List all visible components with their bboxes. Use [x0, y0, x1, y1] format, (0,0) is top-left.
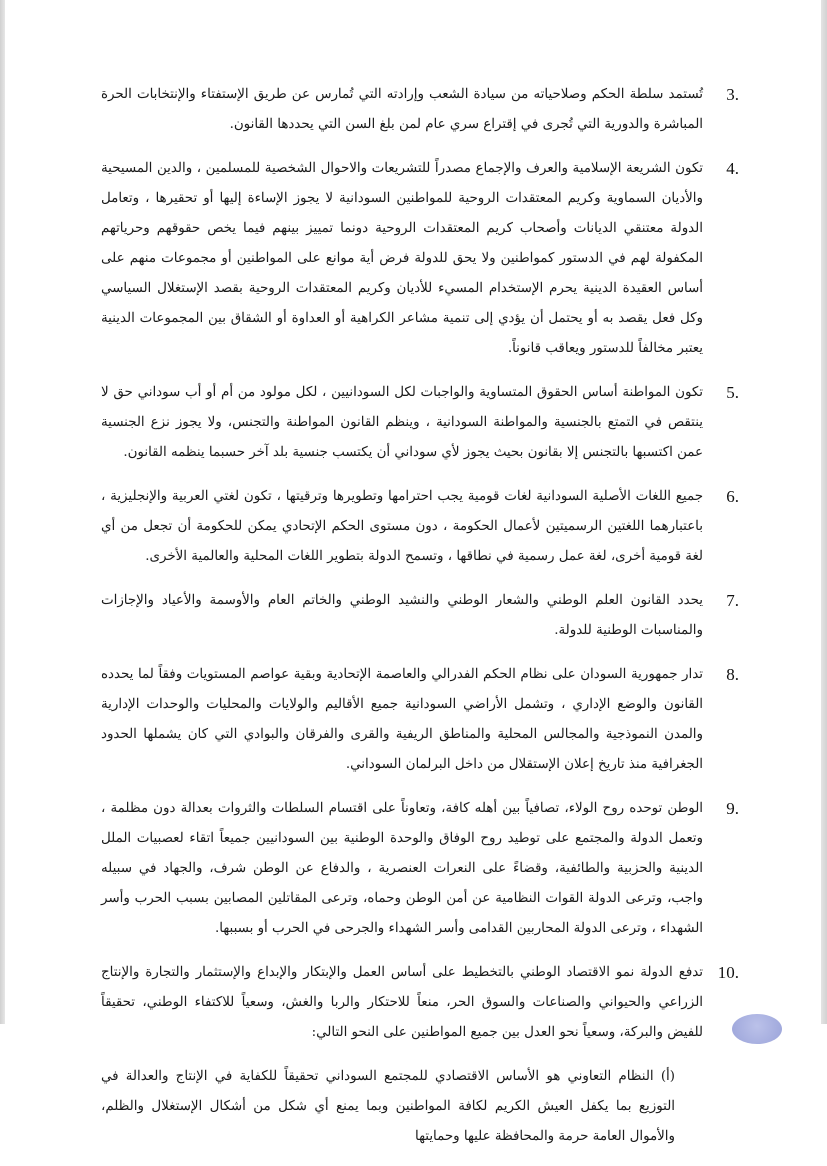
article-number: 3.: [726, 85, 739, 104]
floating-action-button[interactable]: [732, 1014, 782, 1044]
article-8: [101, 660, 739, 780]
article-number: 4.: [726, 159, 739, 178]
article-10: [101, 958, 739, 1152]
article-number: 8.: [726, 665, 739, 684]
article-text: الوطن توحده روح الولاء، تصافياً بين أهله كافة، وتعاوناً على اقتسام السلطات والثروات بعدالة دون مظلمة ، وتعمل الدولة والمجتمع على توطيد روح الوفاق والوحدة الوطنية بين السودانيين جميعاً اتقاء لعصبيات الملل الدينية والحزبية والطائفية، وقضاءً على النعرات العنصرية ، والدفاع عن الوطن شرف، والجهاد في سبيله واجب، وترعى الدولة القوات النظامية عن أمن الوطن وحماه، وترعى المقاتلين المصابين بسبب الحرب وأسر الشهداء ، وترعى الدولة المحاربين القدامى وأسر الشهداء والجرحى في الحرب أو بسببها.: [101, 801, 703, 936]
page-left-edge: [0, 0, 5, 1024]
sub-clause-label: (أ): [660, 1069, 675, 1084]
article-text: تكون المواطنة أساس الحقوق المتساوية والواجبات لكل السودانيين ، لكل مولود من أم أو أب سوداني حق لا ينتقص في التمتع بالجنسية والمواطنة السودانية ، وينظم القانون المواطنة والتجنس، ولا يجوز نزع الجنسية عمن اكتسبها بالتجنس إلا بقانون بحيث يجوز لأي سوداني أن يكتسب جنسية بلد آخر حسبما ينظمه القانون.: [101, 385, 703, 460]
article-text: تدفع الدولة نمو الاقتصاد الوطني بالتخطيط على أساس العمل والإبتكار والإبداع والإستثمار والتجارة والإنتاج الزراعي والحيواني والصناعات والسوق الحر، منعاً للاحتكار والربا والغش، وسعياً للاكتفاء الوطني، تحقيقاً للفيض والبركة، وسعياً نحو العدل بين جميع المواطنين على النحو التالي:: [101, 965, 703, 1040]
article-text: تكون الشريعة الإسلامية والعرف والإجماع مصدراً للتشريعات والاحوال الشخصية للمسلمين ، والدين المسيحية والأديان السماوية وكريم المعتقدات الروحية للمواطنين السودانية لا يجوز الإساءة إليها أو تحقيرها ، وتعامل الدولة معتنقي الديانات وأصحاب كريم المعتقدات الروحية دونما تمييز بينهم فيما يخص حقوقهم وحرياتهم المكفولة لهم في الدستور كمواطنين ولا يحق للدولة فرض أية موانع على المواطنين أو مجموعات منهم على أساس العقيدة الدينية يحرم الإستخدام المسيء للأديان وكريم المعتقدات الروحية بقصد الإستغلال السياسي وكل فعل يقصد به أو يحتمل أن يؤدي إلى تنمية مشاعر الكراهية أو العداوة أو الشقاق بين المجموعات الدينية يعتبر مخالفاً للدستور ويعاقب قانوناً.: [101, 161, 703, 356]
sub-clause-text: النظام التعاوني هو الأساس الاقتصادي للمجتمع السوداني تحقيقاً للكفاية في الإنتاج والعدالة في التوزيع بما يكفل العيش الكريم لكافة المواطنين وبما يمنع أي شكل من أشكال الإستغلال والظلم، والأموال العامة حرمة والمحافظة عليها وحمايتها: [101, 1069, 675, 1144]
article-9: [101, 794, 739, 944]
article-5: [101, 378, 739, 468]
article-text: تُستمد سلطة الحكم وصلاحياته من سيادة الشعب وإرادته التي تُمارس عن طريق الإستفتاء والإنتخابات الحرة المباشرة والدورية التي تُجرى في إقتراع سري عام لمن بلغ السن التي يحددها القانون.: [101, 87, 703, 132]
article-number: 7.: [726, 591, 739, 610]
scrollbar-track[interactable]: [821, 0, 827, 1024]
article-6: [101, 482, 739, 572]
article-3: [101, 80, 739, 140]
article-text: تدار جمهورية السودان على نظام الحكم الفدرالي والعاصمة الإتحادية وبقية عواصم المستويات وفقاً لما يحدده القانون والوضع الإداري ، وتشمل الأراضي السودانية جميع الأقاليم والولايات والمحليات والوحدات الإدارية والمدن النموذجية والمجالس المحلية والمناطق الريفية والقرى والفرقان والبوادي التي كان يشملها الحدود الجغرافية منذ تاريخ إعلان الإستقلال من داخل البرلمان السوداني.: [101, 667, 703, 772]
article-4: [101, 154, 739, 364]
article-number: 6.: [726, 487, 739, 506]
article-7: [101, 586, 739, 646]
article-text: جميع اللغات الأصلية السودانية لغات قومية يجب احترامها وتطويرها وترقيتها ، تكون لغتي العربية والإنجليزية ، باعتبارهما اللغتين الرسميتين لأعمال الحكومة ، دون مستوى الحكم الإتحادي يمكن للحكومة أن تجعل من أي لغة قومية أخرى، لغة عمل رسمية في نطاقها ، وتسمح الدولة بتطوير اللغات المحلية والعالمية الأخرى.: [101, 489, 703, 564]
sub-clause-a: [101, 1062, 703, 1152]
article-number: 10.: [717, 963, 739, 982]
document-body: [101, 80, 739, 1166]
document-page: [6, 0, 821, 1144]
article-text: يحدد القانون العلم الوطني والشعار الوطني والنشيد الوطني والخاتم العام والأوسمة والأعياد والإجازات والمناسبات الوطنية للدولة.: [101, 593, 703, 638]
article-number: 5.: [726, 383, 739, 402]
article-number: 9.: [726, 799, 739, 818]
